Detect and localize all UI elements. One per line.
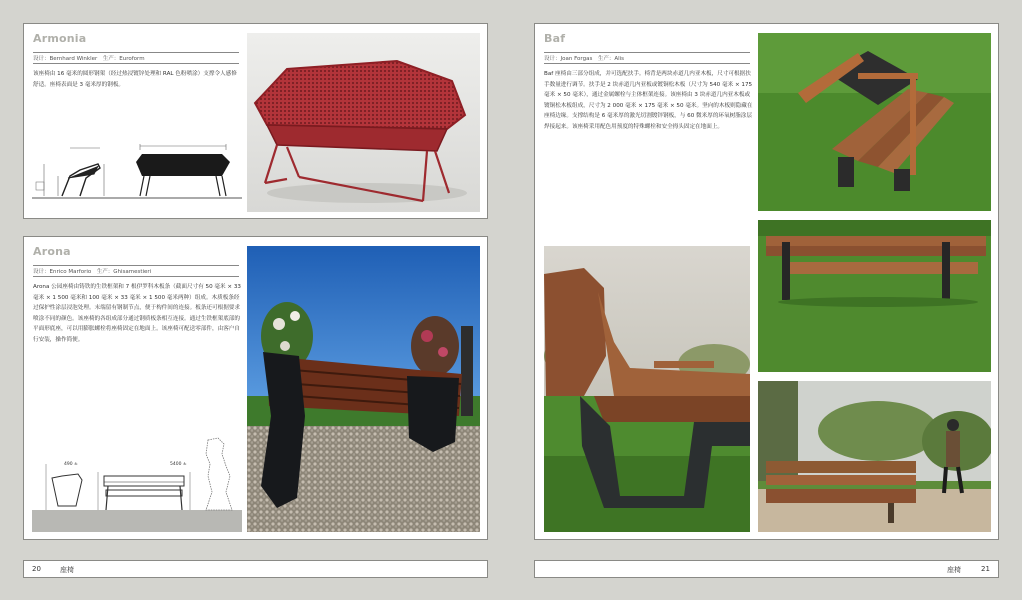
armonia-title: Armonia [33, 32, 87, 45]
baf-description: Baf 座椅由三部分组成，并可选配扶手。椅背是两块赤道几内亚木板，尺寸可根据扶手数量进行调节。扶手是 2 块赤道几内亚板或镀铜松木板（尺寸为 540 毫米 × 175 毫米 × 50 毫米），通过金属螺栓与主体框架连接。该座椅由 3 块赤道几内亚木板或镀铜松木板组成，尺寸为 2 000 毫米 × 175 毫米 × 50 毫米。坚向的木板则隐藏在座椅边缘。支撑结构是 6 毫米厚的激光切割镀锌钢板，与 60 微米厚的环氧树脂涂层焊接起来。该座椅采用配色用预度的特殊螺栓和安全拇头固定在地面上。 [544, 71, 753, 130]
arona-description: Arona 公园座椅由铸铁的生铁框架和 7 根伊罗科木板条（截面尺寸有 50 毫米 × 33 毫米 × 1 500 毫米和 100 毫米 × 33 毫米 × 1 500 毫米两种）组成。木质板条经过保护性涂层浸泡处理。末端留有钢制节点，便于构件间的连接。板条还可根据要求喷涂不同的颜色。该座椅的各组成部分通过钢质板条相互连接。通过生铁框架底部的平面形底座，可以用膨胀螺栓将座椅固定在地面上。该座椅可配送零部件，由客户自行安装，操作简便。 [33, 284, 241, 343]
arona-credits: 设计：Enrico Marforio 生产：Ghisamestieri [33, 265, 239, 277]
arona-dim-label-left: 490 ± [64, 462, 78, 467]
baf-bench-photo-armrest [758, 33, 991, 211]
right-page-number: 21 [981, 565, 990, 573]
armonia-bench-photo [247, 33, 480, 212]
arona-bench-photo [247, 246, 480, 532]
arona-panel [23, 236, 488, 540]
armonia-description: 该座椅由 16 毫米的圆形钢架（经过热浸镀锌处理和 RAL 色粉喷涂）支撑令人感修舒适。座椅表面是 3 毫米厚的钢板。 [33, 71, 237, 88]
left-section-label: 座椅 [60, 566, 74, 574]
left-page-number: 20 [32, 565, 41, 573]
left-page-footer [23, 560, 488, 578]
arona-title: Arona [33, 245, 71, 258]
armonia-panel [23, 23, 488, 219]
baf-panel [534, 23, 999, 540]
armonia-dimension-drawing [32, 136, 242, 202]
baf-credits: 设计：Joan Forgas 生产：Alis [544, 52, 750, 64]
baf-title: Baf [544, 32, 566, 45]
arona-dimension-drawing [32, 432, 242, 532]
baf-bench-photo-park [758, 381, 991, 532]
baf-bench-photo-closeup [544, 246, 750, 532]
arona-dim-label-right: 5400 ± [170, 462, 187, 467]
armonia-credits: 设计：Bernhard Winkler 生产：Euroform [33, 52, 239, 64]
baf-bench-photo-front [758, 220, 991, 372]
right-page-footer [534, 560, 999, 578]
right-section-label: 座椅 [947, 566, 961, 574]
